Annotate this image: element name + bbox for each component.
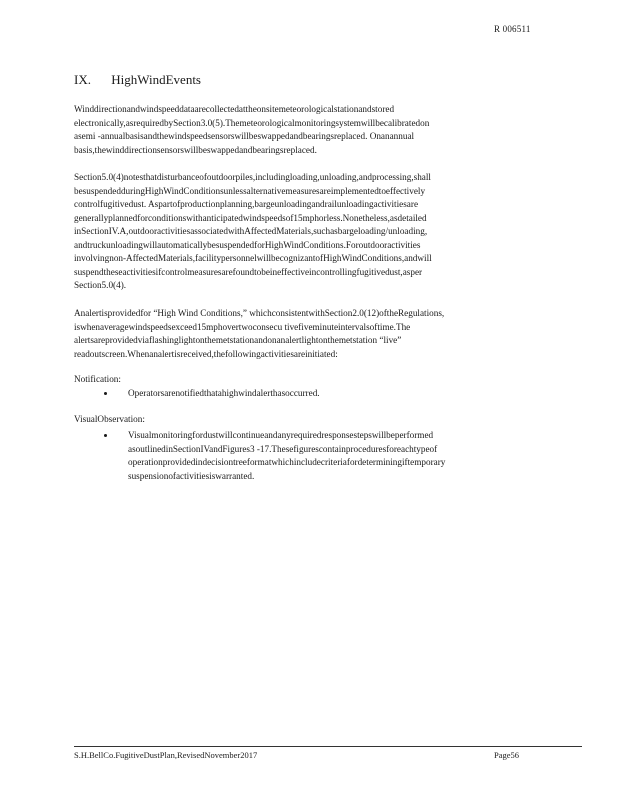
- paragraph-line: alertsareprovidedviaflashinglightonthemetstationandonanalertlightonthemetstation “live”: [74, 335, 402, 345]
- paragraph-line: controlfugitivedust. Aspartofproductionplanning,bargeunloadingandrailunloadingactivitiesare: [74, 199, 419, 209]
- visual-observation-bullet: [110, 429, 530, 483]
- paragraph-suspension: [74, 171, 534, 293]
- paragraph-line: suspendtheseactivitiesifcontrolmeasuresarefoundtobeineffectiveincontrollingfugitivedust,asper: [74, 266, 423, 277]
- paragraph-line: readoutscreen.Whenanalertisreceived,thefollowingactivitiesareinitiated:: [74, 348, 338, 359]
- section-number: IX.: [74, 72, 91, 87]
- footer-document-title: S.H.BellCo.FugitiveDustPlan,RevisedNovember2017: [74, 750, 258, 760]
- paragraph-line: Analertisprovidedfor “High Wind Conditions,” whichconsistentwithSection2.0(12)oftheRegulations,: [74, 308, 445, 318]
- paragraph-line: electronically,asrequiredbySection3.0(5).Themeteorologicalmonitoringsystemwillbecalibratedon: [74, 117, 430, 128]
- paragraph-line: inSectionIV.A,outdooractivitiesassociatedwithAffectedMaterials,suchasbargeloading/unloading,: [74, 226, 428, 236]
- bullet-icon: [104, 392, 107, 395]
- notification-label: Notification:: [74, 374, 121, 384]
- paragraph-line: iswhenaveragewindspeedsexceed15mphovertwoconsecu tivefiveminuteintervalsoftime.The: [74, 321, 411, 332]
- paragraph-line: Section5.0(4).: [74, 280, 127, 290]
- paragraph-line: generallyplannedforconditionswithanticipatedwindspeedsof15mphorless.Nonetheless,asdetailed: [74, 212, 427, 223]
- paragraph-line: besuspendedduringHighWindConditionsunlessalternativemeasuresareimplementedtoeffectively: [74, 185, 426, 196]
- visual-observation-label: VisualObservation:: [74, 414, 145, 424]
- footer-page-number: Page56: [494, 750, 520, 760]
- bullet-line: asoutlinedinSectionIVandFigures3 -17.Thesefigurescontainproceduresforeachtypeof: [128, 443, 438, 454]
- paragraph-alert: [74, 307, 534, 361]
- paragraph-line: andtruckunloadingwillautomaticallybesuspendedforHighWindConditions.Foroutdooractivities: [74, 239, 421, 250]
- paragraph-wind-data: [74, 103, 534, 157]
- paragraph-line: Winddirectionandwindspeeddataarecollectedattheonsitemeteorologicalstationandstored: [74, 104, 395, 114]
- notification-bullet: [110, 387, 530, 401]
- document-id: R 006511: [494, 24, 531, 34]
- paragraph-line: involvingnon-AffectedMaterials,facilitypersonnelwillbecognizantofHighWindConditions,andwill: [74, 253, 432, 263]
- bullet-line: Operatorsarenotifiedthatahighwindalerthasoccurred.: [128, 388, 320, 398]
- bullet-line: Visualmonitoringfordustwillcontinueandanyrequiredresponsestepswillbeperformed: [128, 430, 434, 440]
- bullet-icon: [104, 434, 107, 437]
- section-heading: [74, 72, 201, 88]
- footer-rule: [74, 746, 582, 747]
- section-title: HighWindEvents: [111, 72, 201, 87]
- paragraph-line: asemi -annualbasisandthewindspeedsensorswillbeswappedandbearingsreplaced. Onanannual: [74, 131, 415, 141]
- paragraph-line: Section5.0(4)notesthatdisturbanceofoutdoorpiles,includingloading,unloading,andprocessing,shall: [74, 172, 431, 182]
- bullet-line: operationprovidedindecisiontreeformatwhichincludecriteriafordeterminingiftemporary: [128, 457, 446, 467]
- bullet-line: suspensionofactivitiesiswarranted.: [128, 470, 255, 481]
- paragraph-line: basis,thewinddirectionsensorswillbeswappedandbearingsreplaced.: [74, 144, 317, 155]
